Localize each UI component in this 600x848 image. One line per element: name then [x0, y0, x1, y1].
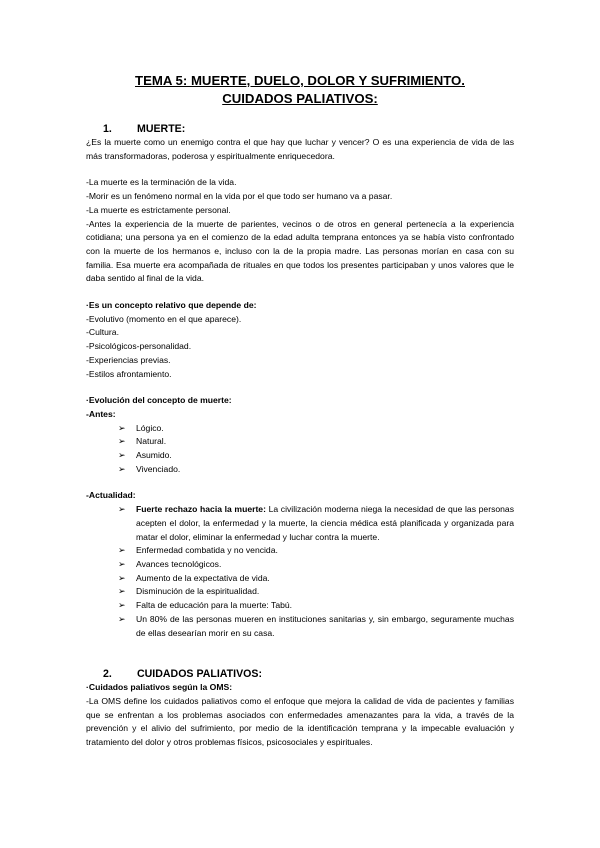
list-item: ➢ Falta de educación para la muerte: Tabú. — [118, 599, 514, 613]
before-list — [86, 422, 514, 477]
section-title: MUERTE: — [137, 123, 186, 135]
list-item: ➢ Enfermedad combatida y no vencida. — [118, 544, 514, 558]
list-item: ➢ Asumido. — [118, 449, 514, 463]
before-label: -Antes: — [86, 408, 116, 419]
list-item: ➢ Fuerte rechazo hacia la muerte: La civilización moderna niega la necesidad de que las personas acepten el dolor, la enfermedad y la muerte, la ciencia médica está planificada y organizada para matar el dolor, eliminar la enfermedad y luchar contra la muerte. — [118, 504, 514, 542]
list-item: ➢ Avances tecnológicos. — [118, 558, 514, 572]
list-item: ➢ Un 80% de las personas mueren en instituciones sanitarias y, sin embargo, seguramente muchas de ellas desearían morir en su casa. — [118, 613, 514, 638]
relative-item-3: -Psicológicos-personalidad. — [86, 341, 192, 352]
list-item: ➢ Natural. — [118, 435, 514, 449]
point-2: -Morir es un fenómeno normal en la vida por el que todo ser humano va a pasar. — [86, 191, 393, 202]
point-4: -Antes la experiencia de la muerte de parientes, vecinos o de otros en general pertenecía a la experiencia cotidiana; una persona ya en el comienzo de la edad adulta temprana entonces ya se había visto confrontado con la muerte de los hermanos e, incluso con la de la propia madre. Las personas morían en casa con su familia. Esa muerte era acompañada de rituales en que todos los presentes participaban y unos valores que le daba sentido al final de la vida. — [86, 218, 514, 284]
point-1: -La muerte es la terminación de la vida. — [86, 177, 237, 188]
arrow-bullet-icon: ➢ — [118, 463, 126, 474]
arrow-bullet-icon: ➢ — [118, 558, 126, 569]
arrow-bullet-icon: ➢ — [118, 545, 126, 556]
section-number: 2. — [103, 668, 112, 681]
section-number: 1. — [103, 123, 112, 135]
now-list — [86, 503, 514, 640]
relative-item-5: -Estilos afrontamiento. — [86, 368, 172, 379]
intro-paragraph: ¿Es la muerte como un enemigo contra el que hay que luchar y vencer? O es una experiencia de vida de las más transformadoras, poderosa y espiritualmente enriquecedora. — [86, 137, 514, 161]
arrow-bullet-icon: ➢ — [118, 504, 126, 515]
relative-item-2: -Cultura. — [86, 327, 119, 338]
arrow-bullet-icon: ➢ — [118, 613, 126, 624]
arrow-bullet-icon: ➢ — [118, 586, 126, 597]
list-item: ➢ Disminución de la espiritualidad. — [118, 585, 514, 599]
now-label: -Actualidad: — [86, 490, 136, 501]
relative-heading: ·Es un concepto relativo que depende de: — [86, 300, 257, 311]
section-heading-cuidados — [86, 668, 514, 681]
point-3: -La muerte es estrictamente personal. — [86, 204, 231, 215]
arrow-bullet-icon: ➢ — [118, 422, 126, 433]
list-item: ➢ Aumento de la expectativa de vida. — [118, 572, 514, 586]
arrow-bullet-icon: ➢ — [118, 600, 126, 611]
evolution-heading: ·Evolución del concepto de muerte: — [86, 395, 232, 406]
arrow-bullet-icon: ➢ — [118, 572, 126, 583]
list-item: ➢ Vivenciado. — [118, 463, 514, 477]
section-title: CUIDADOS PALIATIVOS: — [137, 668, 262, 681]
oms-paragraph: -La OMS define los cuidados paliativos como el enfoque que mejora la calidad de vida de pacientes y familias que se enfrentan a los problemas asociados con enfermedades amenazantes para la vida, a través de la prevención y el alivio del sufrimiento, por medio de la identificación temprana y la impecable evaluación y tratamiento del dolor y otros problemas físicos, psicosociales y espirituales. — [86, 695, 514, 748]
relative-item-1: -Evolutivo (momento en el que aparece). — [86, 313, 242, 324]
list-item: ➢ Lógico. — [118, 422, 514, 436]
section-heading-muerte — [86, 123, 514, 136]
arrow-bullet-icon: ➢ — [118, 436, 126, 447]
page-title: TEMA 5: MUERTE, DUELO, DOLOR Y SUFRIMIENTO. CUIDADOS PALIATIVOS: — [135, 73, 465, 106]
relative-item-4: -Experiencias previas. — [86, 354, 171, 365]
oms-heading: ·Cuidados paliativos según la OMS: — [86, 682, 233, 693]
arrow-bullet-icon: ➢ — [118, 450, 126, 461]
